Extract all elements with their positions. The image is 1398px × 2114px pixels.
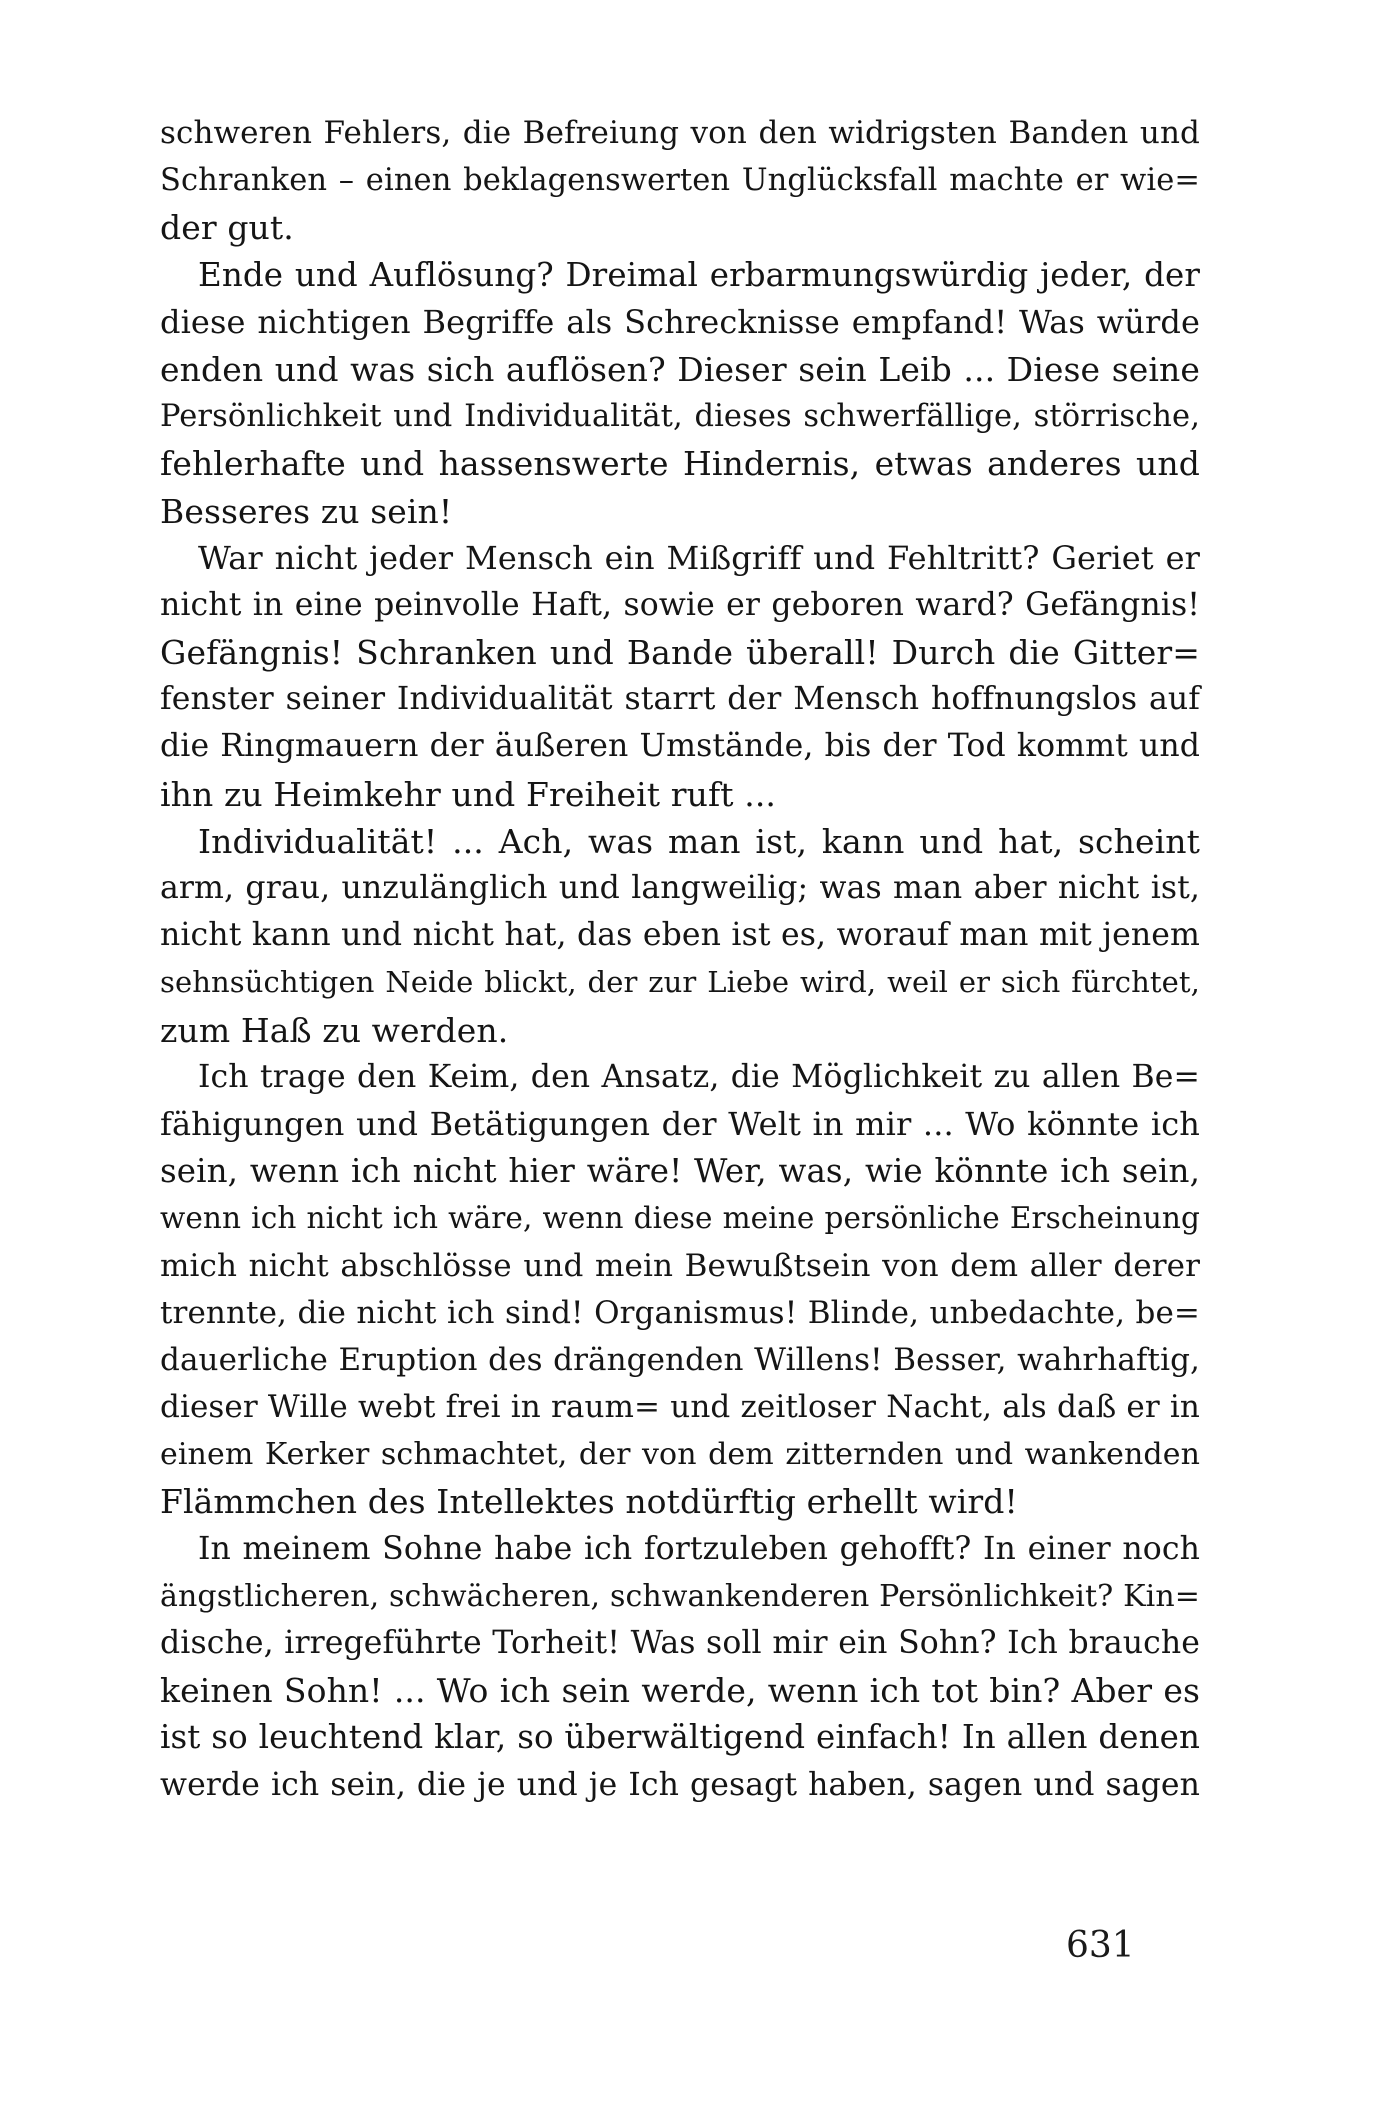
paragraph-start-line: Individualität! ... Ach, was man ist, kann und hat, scheint [198,821,1200,861]
text-line: fähigungen und Betätigungen der Welt in mir ... Wo könnte ich [160,1104,1200,1143]
text-line: sehnsüchtigen Neide blickt, der zur Liebe wird, weil er sich fürchtet, [160,965,1200,1000]
text-line: Persönlichkeit und Individualität, dieses schwerfällige, störrische, [160,399,1200,435]
text-line: nicht kann und nicht hat, das eben ist es, worauf man mit jenem [160,917,1200,954]
text-line: der gut. [160,208,294,248]
paragraph-start-line: Ende und Auflösung? Dreimal erbarmungswürdig jeder, der [198,255,1200,294]
text-line: dauerliche Eruption des drängenden Willens! Besser, wahrhaftig, [160,1341,1200,1378]
page-number: 631 [1066,1925,1135,1966]
body-text [160,110,1200,1809]
paragraph-start-line: In meinem Sohne habe ich fortzuleben gehofft? In einer noch [198,1530,1200,1567]
text-line: nicht in eine peinvolle Haft, sowie er geboren ward? Gefängnis! [160,586,1200,623]
text-line: dische, irregeführte Torheit! Was soll mir ein Sohn? Ich brauche [160,1625,1200,1661]
text-line: schweren Fehlers, die Befreiung von den widrigsten Banden und [160,115,1200,151]
text-line: mich nicht abschlösse und mein Bewußtsein von dem aller derer [160,1247,1200,1284]
text-line: diese nichtigen Begriffe als Schrecknisse empfand! Was würde [160,302,1200,341]
text-line: sein, wenn ich nicht hier wäre! Wer, was, wie könnte ich sein, [160,1152,1200,1191]
text-line: wenn ich nicht ich wäre, wenn diese meine persönliche Erscheinung [160,1201,1200,1236]
text-line: zum Haß zu werden. [160,1010,509,1050]
text-line: ihn zu Heimkehr und Freiheit ruft ... [160,774,777,814]
text-line: fenster seiner Individualität starrt der Mensch hoffnungslos auf [160,681,1200,718]
text-line: die Ringmauern der äußeren Umstände, bis der Tod kommt und [160,728,1200,765]
text-line: enden und was sich auflösen? Dieser sein Leib ... Diese seine [160,349,1200,389]
text-line: fehlerhafte und hassenswerte Hindernis, etwas anderes und [160,444,1200,484]
text-line: Schranken – einen beklagenswerten Unglücksfall machte er wie= [160,163,1200,199]
text-line: ist so leuchtend klar, so überwältigend einfach! In allen denen [160,1718,1200,1757]
text-line: einem Kerker schmachtet, der von dem zitternden und wankenden [160,1437,1200,1473]
text-line: arm, grau, unzulänglich und langweilig; was man aber nicht ist, [160,870,1200,906]
text-line: dieser Wille webt frei in raum= und zeitloser Nacht, als daß er in [160,1389,1200,1426]
paragraph-start-line: War nicht jeder Mensch ein Mißgriff und Fehltritt? Geriet er [198,538,1200,577]
text-line: keinen Sohn! ... Wo ich sein werde, wenn ich tot bin? Aber es [160,1671,1200,1711]
text-line: trennte, die nicht ich sind! Organismus! Blinde, unbedachte, be= [160,1294,1200,1331]
text-line: Gefängnis! Schranken und Bande überall! Durch die Gitter= [160,633,1200,673]
paragraph-start-line: Ich trage den Keim, den Ansatz, die Möglichkeit zu allen Be= [198,1058,1200,1095]
text-line: werde ich sein, die je und je Ich gesagt haben, sagen und sagen [160,1766,1200,1803]
text-line: Besseres zu sein! [160,491,453,531]
text-line: Flämmchen des Intellektes notdürftig erhellt wird! [160,1482,1018,1522]
text-line: ängstlicheren, schwächeren, schwankenderen Persönlichkeit? Kin= [160,1578,1200,1614]
